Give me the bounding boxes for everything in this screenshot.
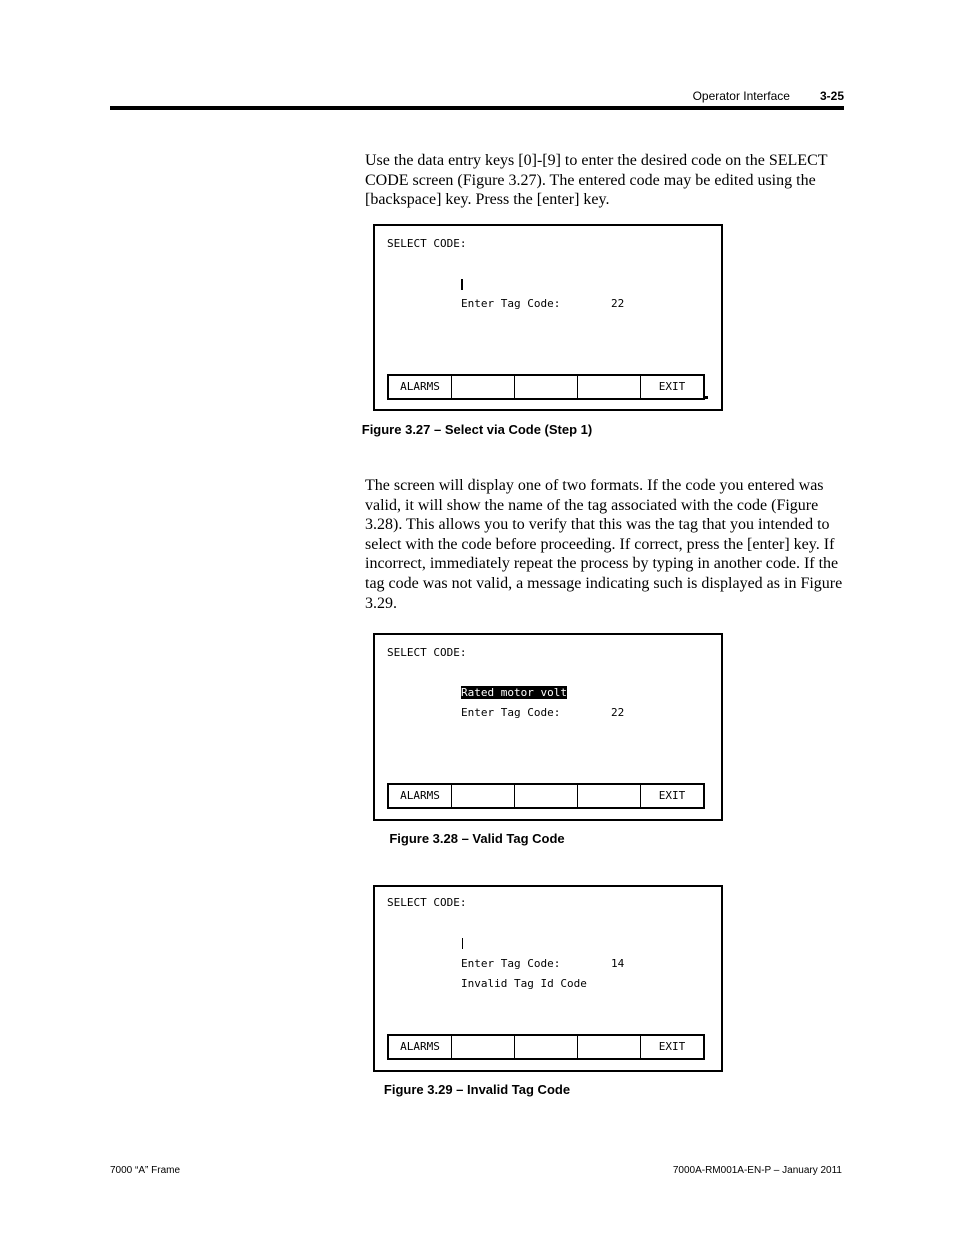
softkey-blank-3[interactable] [514,1036,577,1058]
tag-code-value: 22 [611,297,625,310]
screen-title: SELECT CODE: [387,896,467,909]
softkey-alarms[interactable]: ALARMS [400,380,440,393]
explanation-paragraph: The screen will display one of two formats. If the code you entered was valid, it will show the name of the tag associated with the code (Figure 3.28). This allows you to verify that this was the tag that you intended to select with the code before proceeding. If correct, press the [enter] key. If incorrect, immediately repeat the process by typing in another code. If the tag code was not valid, a message indicating such is displayed as in Figure 3.29. [365,477,843,612]
softkey-bar [387,374,705,400]
figure-caption: Figure 3.27 – Select via Code (Step 1) [361,422,593,437]
tag-code-prompt: Enter Tag Code: [461,957,561,970]
tag-code-value: 14 [611,957,625,970]
softkey-blank-4[interactable] [577,376,640,398]
softkey-blank-4[interactable] [577,1036,640,1058]
intro-paragraph: Use the data entry keys [0]-[9] to enter the desired code on the SELECT CODE screen (Figure 3.27). The entered code may be edited using the [backspace] key. Press the [enter] key. [365,152,828,209]
softkey-bar [387,1034,705,1060]
figure-3-27-screen [373,224,723,411]
footer-left: 7000 “A” Frame [110,1165,181,1176]
softkey-blank-3[interactable] [514,785,577,807]
page-header [693,89,844,103]
tag-code-prompt: Enter Tag Code: [461,706,561,719]
text-cursor [461,279,463,290]
header-rule [110,106,844,110]
softkey-blank-3[interactable] [514,376,577,398]
softkey-exit[interactable]: EXIT [640,1036,703,1058]
indicator-dot [705,396,708,399]
softkey-alarms[interactable]: ALARMS [400,789,440,802]
screen-title: SELECT CODE: [387,237,467,250]
softkey-blank-2[interactable] [451,785,514,807]
invalid-code-message: Invalid Tag Id Code [461,977,587,990]
text-cursor [462,938,463,949]
softkey-exit[interactable]: EXIT [640,785,703,807]
softkey-blank-4[interactable] [577,785,640,807]
softkey-alarms[interactable]: ALARMS [400,1040,440,1053]
footer-right: 7000A-RM001A-EN-P – January 2011 [672,1165,842,1176]
tag-code-value: 22 [611,706,625,719]
softkey-blank-2[interactable] [451,376,514,398]
figure-3-28-screen [373,633,723,821]
header-section-title: Operator Interface [692,89,790,103]
page-number: 3-25 [819,89,844,103]
figure-3-29-screen [373,885,723,1072]
softkey-bar [387,783,705,809]
figure-caption: Figure 3.29 – Invalid Tag Code [383,1082,571,1097]
tag-code-prompt: Enter Tag Code: [461,297,561,310]
screen-title: SELECT CODE: [387,646,467,659]
softkey-exit[interactable]: EXIT [640,376,703,398]
tag-name-highlight: Rated motor volt [461,686,567,699]
softkey-blank-2[interactable] [451,1036,514,1058]
figure-caption: Figure 3.28 – Valid Tag Code [389,831,565,846]
